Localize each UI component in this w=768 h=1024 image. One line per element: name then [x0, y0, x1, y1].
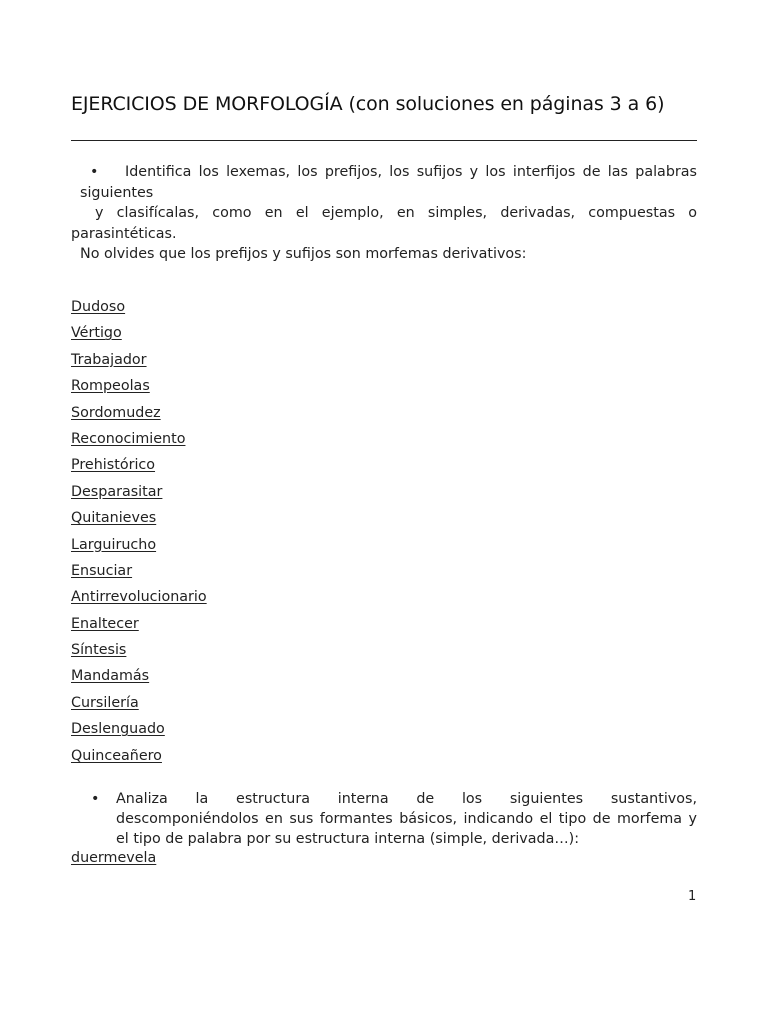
list-item: [71, 426, 207, 452]
word: Reconocimiento: [71, 430, 186, 447]
word: Larguirucho: [71, 536, 157, 553]
bullet-2: •: [91, 791, 100, 807]
instruction-2-line-2: descomponiéndolos en sus formantes básicos, indicando el tipo de morfema y: [116, 811, 697, 828]
word: Quitanieves: [71, 510, 157, 527]
list-item: [71, 611, 207, 637]
list-item: [71, 663, 207, 689]
word: Síntesis: [71, 642, 127, 659]
list-item: [71, 294, 207, 320]
word: Quinceañero: [71, 747, 162, 764]
list-item: [71, 505, 207, 531]
list-item: [71, 373, 207, 399]
document-title: EJERCICIOS DE MORFOLOGÍA (con soluciones en páginas 3 a 6): [71, 93, 665, 115]
instruction-1: [71, 162, 697, 265]
list-item: [71, 637, 207, 663]
list-item: [71, 716, 207, 742]
word: Deslenguado: [71, 721, 165, 738]
word: Enaltecer: [71, 615, 139, 632]
bullet-1: •: [90, 164, 99, 180]
list-item: [71, 743, 207, 769]
word: Cursilería: [71, 694, 139, 711]
word: Desparasitar: [71, 483, 163, 500]
word: Trabajador: [71, 351, 147, 368]
word-duermevela: duermevela: [71, 850, 157, 866]
word: Vértigo: [71, 325, 122, 342]
word: Rompeolas: [71, 378, 150, 395]
instruction-1-line-1: [71, 162, 697, 183]
list-item: [71, 320, 207, 346]
instruction-1-text-1: Identifica los lexemas, los prefijos, los sufijos y los interfijos de las palabras: [125, 164, 697, 180]
list-item: [71, 584, 207, 610]
instruction-1-line-5: No olvides que los prefijos y sufijos son morfemas derivativos:: [80, 246, 527, 262]
instruction-1-line-2: siguientes: [80, 184, 154, 201]
list-item: [71, 690, 207, 716]
list-item: [71, 532, 207, 558]
word: Sordomudez: [71, 404, 161, 421]
list-item: [71, 479, 207, 505]
word: Mandamás: [71, 668, 150, 685]
word-list: [71, 294, 207, 769]
instruction-1-line-4: parasintéticas.: [71, 225, 177, 242]
title-divider: [71, 140, 697, 141]
list-item: [71, 347, 207, 373]
word: Dudoso: [71, 299, 126, 315]
list-item: [71, 558, 207, 584]
word: Prehistórico: [71, 457, 156, 474]
instruction-2-text: [116, 789, 697, 850]
page-number: 1: [688, 889, 697, 904]
word: Ensuciar: [71, 562, 133, 579]
instruction-2: [71, 789, 697, 850]
instruction-2-line-3: el tipo de palabra por su estructura interna (simple, derivada…):: [116, 831, 580, 848]
instruction-1-line-3: y clasifícalas, como en el ejemplo, en simples, derivadas, compuestas o: [95, 205, 697, 221]
list-item: [71, 400, 207, 426]
word: Antirrevolucionario: [71, 589, 207, 606]
instruction-2-line-1: Analiza la estructura interna de los siguientes sustantivos,: [116, 791, 697, 807]
list-item: [71, 452, 207, 478]
